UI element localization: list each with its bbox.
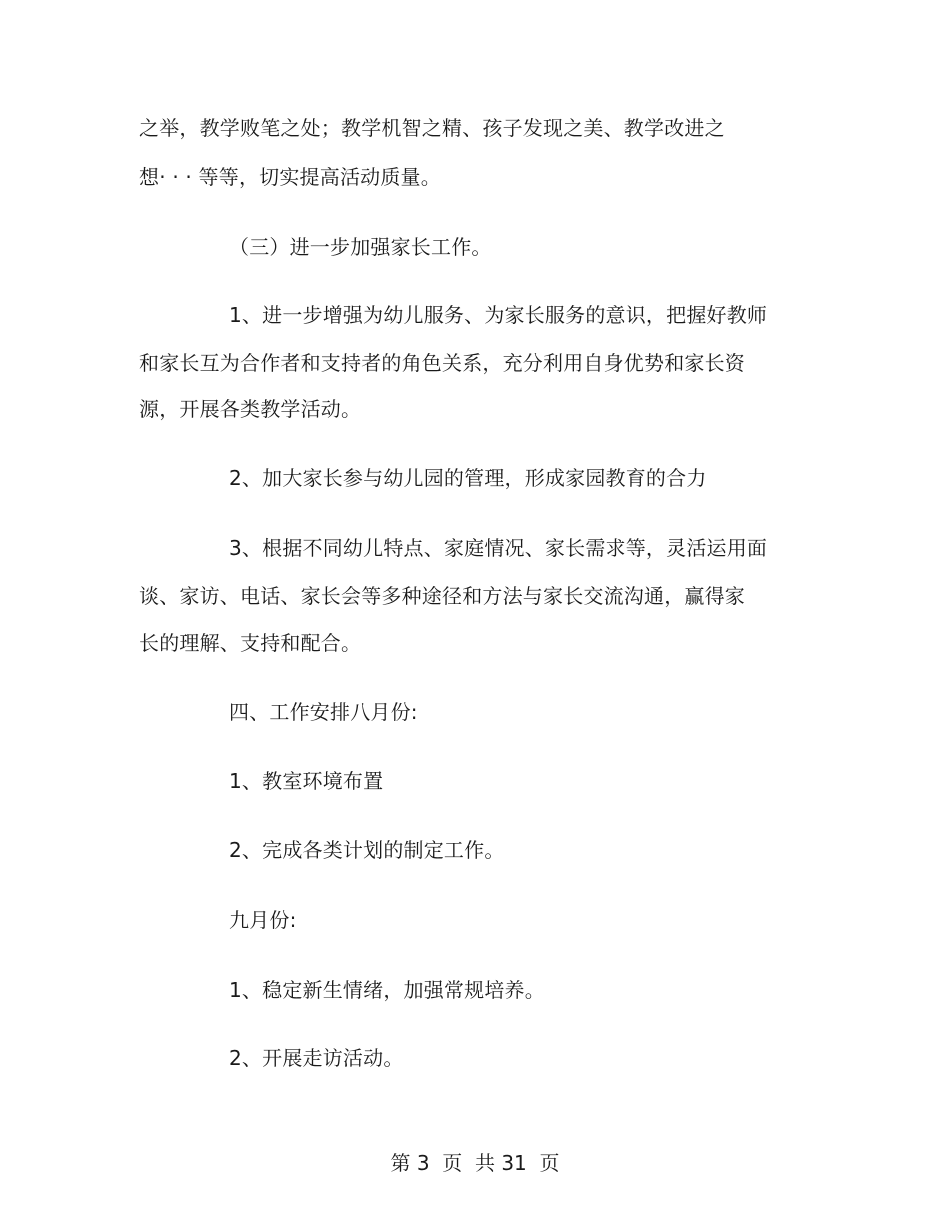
paragraph-line: 2、加大家长参与幼儿园的管理，形成家园教育的合力 [229,466,707,490]
paragraph-line: 和家长互为合作者和支持者的角色关系，充分利用自身优势和家长资 [139,351,745,375]
paragraph-line: 长的理解、支持和配合。 [139,631,362,655]
paragraph-line: 之举，教学败笔之处；教学机智之精、孩子发现之美、教学改进之 [139,116,725,140]
list-item: 1、教室环境布置 [229,769,384,793]
paragraph-line: 3、根据不同幼儿特点、家庭情况、家长需求等，灵活运用面 [229,536,768,560]
section-heading: 四、工作安排八月份: [229,700,418,724]
list-item: 1、稳定新生情绪，加强常规培养。 [229,978,545,1002]
paragraph-line: 谈、家访、电话、家长会等多种途径和方法与家长交流沟通，赢得家 [139,584,745,608]
section-heading: 九月份: [229,908,297,932]
page-footer: 第 3 页 共 31 页 [390,1151,560,1175]
section-heading: （三）进一步加强家长工作。 [229,235,492,259]
paragraph-line: 1、进一步增强为幼儿服务、为家长服务的意识，把握好教师 [229,303,768,327]
paragraph-line: 想· · · 等等，切实提高活动质量。 [139,165,441,189]
list-item: 2、开展走访活动。 [229,1046,404,1070]
paragraph-line: 源，开展各类教学活动。 [139,397,362,421]
list-item: 2、完成各类计划的制定工作。 [229,838,505,862]
